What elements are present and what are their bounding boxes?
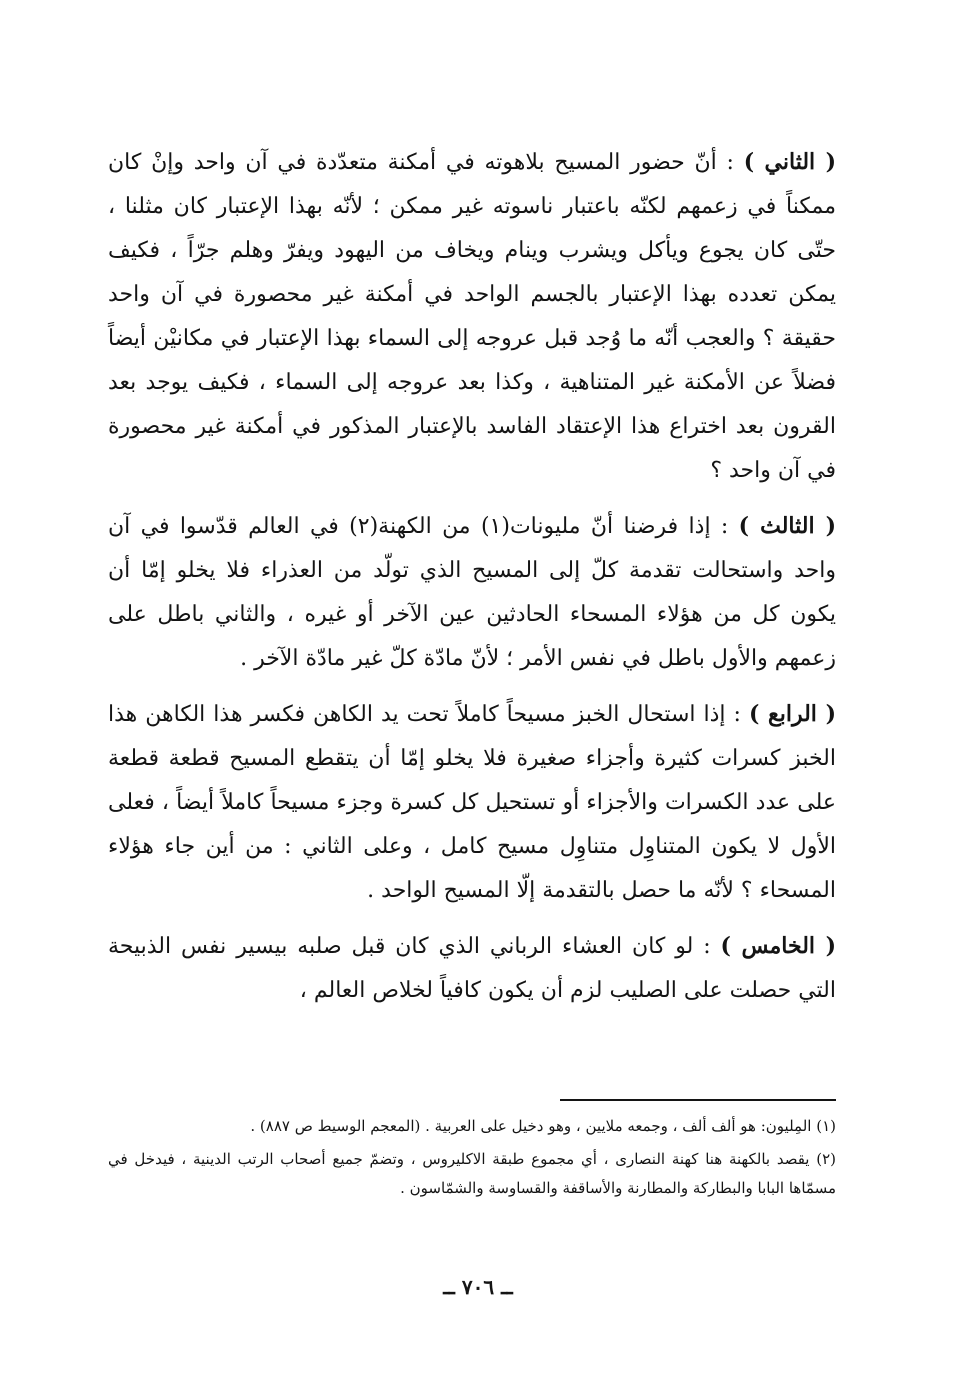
paragraph-label: ( الرابع ) — [748, 701, 836, 727]
paragraph-label: ( الثالث ) — [738, 513, 836, 539]
main-text — [108, 140, 836, 1024]
paragraph-text: : أنّ حضور المسيح بلاهوته في أمكنة متعدّدة في آن واحد وإنْ كان ممكناً في زعمهم لكنّه باعتبار ناسوته غير ممكن ؛ لأنّه بهذا الإعتبار كان مثلنا ، حتّى كان يجوع ويأكل ويشرب وينام ويخاف من اليهود ويفرّ وهلم جرّاً ، فكيف يمكن تعدده بهذا الإعتبار بالجسم الواحد في أمكنة غير محصورة في آن واحد حقيقة ؟ والعجب أنّه ما وُجد قبل عروجه إلى السماء بهذا الإعتبار في مكانيْن أيضاً فضلاً عن الأمكنة غير المتناهية ، وكذا بعد عروجه إلى السماء ، فكيف يوجد بعد القرون بعد اختراع هذا الإعتقاد الفاسد بالإعتبار المذكور في أمكنة غير محصورة في آن واحد ؟ — [108, 150, 836, 483]
paragraph-third — [108, 504, 836, 681]
footnotes — [108, 1112, 836, 1207]
footnote-2: (٢) يقصد بالكهنة هنا كهنة النصارى ، أي مجموع طبقة الاكليروس ، وتضمّ جميع أصحاب الرتب الدينية ، فيدخل في مسمّاها البابا والبطاركة والمطارنة والأساقفة والقساوسة والشمّاسون . — [108, 1150, 836, 1197]
footnote-1: (١) المِليون: هو ألف ألف ، وجمعه ملايين ، وهو دخيل على العربية . (المعجم الوسيط ص ٨٨٧) . — [250, 1117, 836, 1135]
paragraph-text: : إذا استحال الخبز مسيحاً كاملاً تحت يد الكاهن فكسر هذا الكاهن هذا الخبز كسرات كثيرة وأجزاء صغيرة فلا يخلو إمّا أن يتقطع المسيح قطعة قطعة على عدد الكسرات والأجزاء أو تستحيل كل كسرة وجزء مسيحاً كاملاً أيضاً ، فعلى الأول لا يكون المتناوِل متناوِل مسيح كامل ، وعلى الثاني : من أين جاء هؤلاء المسحاء ؟ لأنّه ما حصل بالتقدمة إلّا المسيح الواحد . — [108, 702, 836, 903]
footnote-divider — [560, 1099, 836, 1101]
paragraph-label: ( الخامس ) — [720, 933, 836, 959]
paragraph-label: ( الثاني ) — [743, 149, 836, 175]
paragraph-second — [108, 140, 836, 493]
paragraph-fourth — [108, 692, 836, 913]
page-number: ــ ٧٠٦ ــ — [443, 1275, 513, 1299]
paragraph-text: : إذا فرضنا أنّ مليونات(١) من الكهنة(٢) في العالم قدّسوا في آن واحد واستحالت تقدمة كلّ إلى المسيح الذي تولّد من العذراء فلا يخلو إمّا أن يكون كل من هؤلاء المسحاء الحادثين عين الآخر أو غيره ، والثاني باطل على زعمهم والأول باطل في نفس الأمر ؛ لأنّ مادّة كلّ غير مادّة الآخر . — [108, 514, 837, 671]
paragraph-text: : لو كان العشاء الرباني الذي كان قبل صلبه بيسير نفس الذبيحة التي حصلت على الصليب لزم أن يكون كافياً لخلاص العالم ، — [108, 934, 836, 1003]
paragraph-fifth — [108, 924, 836, 1013]
